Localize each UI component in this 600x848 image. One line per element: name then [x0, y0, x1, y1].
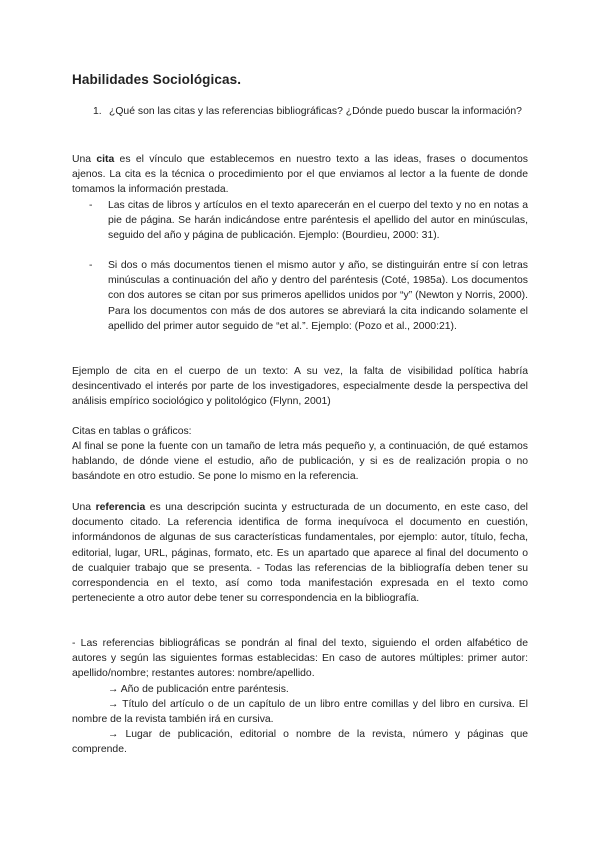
tablas-heading: Citas en tablas o gráficos:	[72, 426, 192, 437]
orden-arrow-item: → Lugar de publicación, editorial o nombre de la revista, número y páginas que comprende.	[72, 729, 528, 756]
bullet-dash: -	[89, 260, 93, 271]
document-title: Habilidades Sociológicas.	[72, 72, 242, 87]
question-item	[93, 104, 528, 119]
question-text: ¿Qué son las citas y las referencias bibliográficas? ¿Dónde puedo buscar la información?	[109, 106, 522, 117]
referencia-definition: Una referencia es una descripción sucinta y estructurada de un documento, en este caso, del documento citado. La referencia identifica de forma inequívoca el documento en cuestión, informándonos de algunas de sus características fundamentales, por ejemplo: autor, título, fecha, editorial, lugar, URL, páginas, formato, etc. Es un apartado que aparece al final del documento o de cualquier trabajo que se presenta. - Todas las referencias de la bibliografía deben tener su correspondencia en el texto, así como toda manifestación expresada en el texto como perteneciente a otro autor debe tener su correspondencia en la bibliografía.	[72, 502, 528, 605]
orden-text: - Las referencias bibliográficas se pondrán al final del texto, siguiendo el orden alfabético de autores y según las siguientes formas establecidas: En caso de autores múltiples: primer autor: apellido/nombre; restantes autores: nombre/apellido.	[72, 638, 528, 680]
orden-arrow-item: → Año de publicación entre paréntesis.	[108, 684, 289, 695]
bullet-text: Las citas de libros y artículos en el texto aparecerán en el cuerpo del texto y no en notas a pie de página. Se harán indicándose entre paréntesis el apellido del autor en minúsculas, seguido del año y página de publicación. Ejemplo: (Bourdieu, 2000: 31).	[108, 200, 528, 242]
cita-bullet	[89, 198, 528, 244]
orden-arrow-item: → Título del artículo o de un capítulo de un libro entre comillas y del libro en cursiva. El nombre de la revista también irá en cursiva.	[72, 699, 528, 726]
cita-bullet	[89, 258, 528, 334]
cita-definition: Una cita es el vínculo que establecemos en nuestro texto a las ideas, frases o documentos ajenos. La cita es la técnica o procedimiento por el que enviamos al lector a la fuente de donde tomamos la información prestada.	[72, 154, 528, 196]
tablas-text: Al final se pone la fuente con un tamaño de letra más pequeño y, a continuación, de qué estamos hablando, de dónde viene el estudio, año de publicación, y si es de realización propia o no basándote en otro estudio. Se pone lo mismo en la referencia.	[72, 441, 528, 483]
bullet-dash: -	[89, 200, 93, 211]
bullet-text: Si dos o más documentos tienen el mismo autor y año, se distinguirán entre sí con letras minúsculas a continuación del año y dentro del paréntesis (Coté, 1985a). Los documentos con dos autores se citan por sus primeros apellidos unidos por “y” (Newton y Norris, 2000). Para los documentos con más de dos autores se abreviará la cita indicando solamente el apellido del primer autor seguido de “et al.”. Ejemplo: (Pozo et al., 2000:21).	[108, 260, 528, 332]
cita-example: Ejemplo de cita en el cuerpo de un texto: A su vez, la falta de visibilidad política habría desincentivado el interés por parte de los investigadores, especialmente desde la perspectiva del análisis empírico sociológico y politológico (Flynn, 2001)	[72, 366, 528, 408]
referencia-term: referencia	[95, 502, 146, 513]
question-number: 1.	[93, 106, 102, 117]
cita-term: cita	[96, 154, 115, 165]
